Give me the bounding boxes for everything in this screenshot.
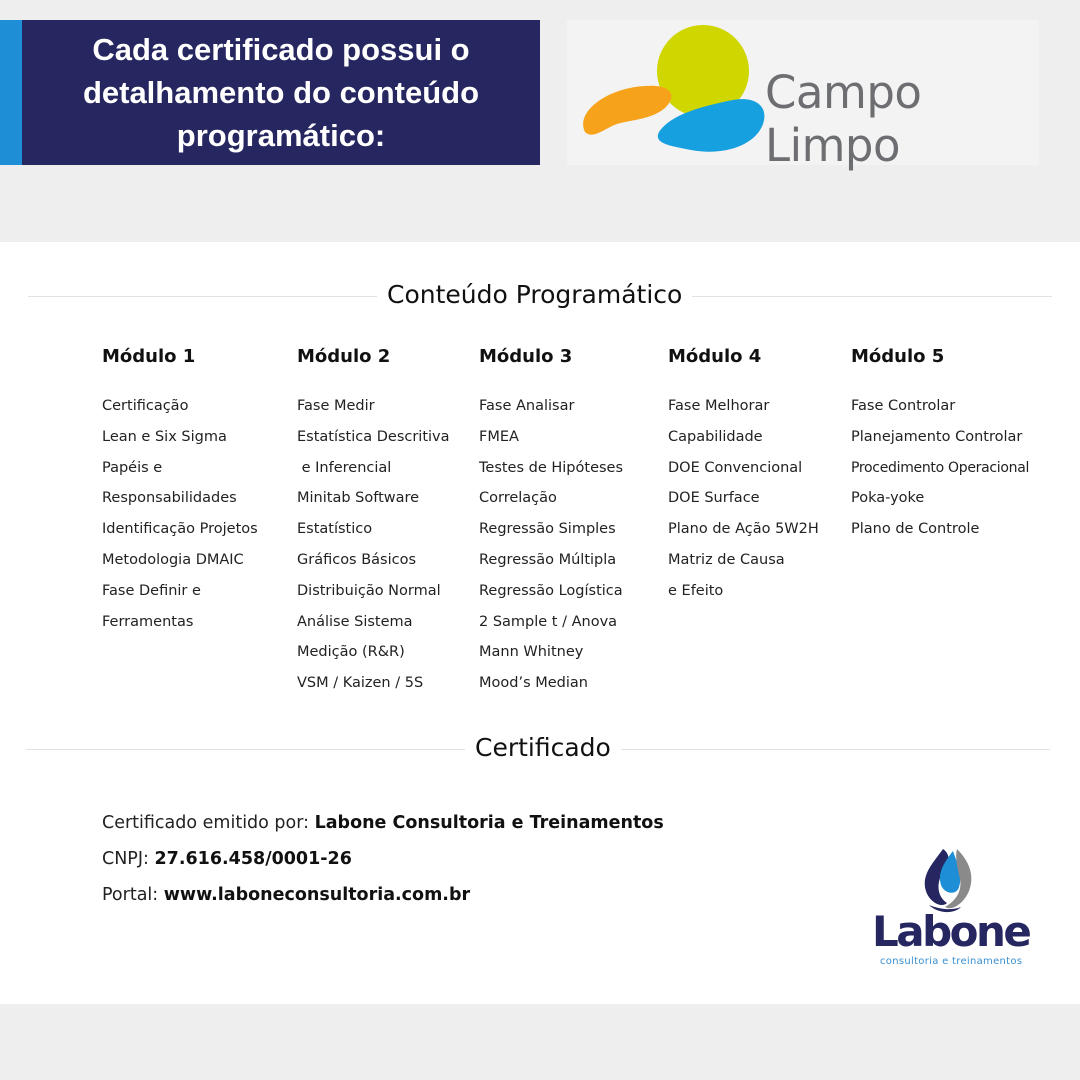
list-item: Poka-yoke bbox=[851, 490, 925, 507]
list-item: Minitab Software bbox=[297, 490, 420, 507]
header-title-line-1: Cada certificado possui o bbox=[92, 32, 470, 67]
list-item: Plano de Ação 5W2H bbox=[668, 521, 819, 538]
list-item: Mood’s Median bbox=[479, 675, 588, 692]
list-item: DOE Surface bbox=[668, 490, 760, 507]
section-title-conteudo: Conteúdo Programático bbox=[377, 280, 692, 309]
module-title: Módulo 5 bbox=[851, 346, 945, 367]
list-item: Certificação bbox=[102, 398, 189, 414]
campo-limpo-logo bbox=[567, 20, 1039, 172]
list-item: Papéis e bbox=[102, 459, 163, 476]
module-5 bbox=[851, 346, 1029, 550]
list-item: Análise Sistema bbox=[297, 613, 413, 630]
list-item: Matriz de Causa bbox=[668, 551, 785, 568]
campo-limpo-logo-icon bbox=[567, 20, 767, 165]
list-item: Metodologia DMAIC bbox=[102, 551, 244, 568]
cnpj-value: 27.616.458/0001-26 bbox=[154, 849, 352, 869]
list-item: Lean e Six Sigma bbox=[102, 428, 227, 445]
labone-tagline: consultoria e treinamentos bbox=[880, 956, 1023, 967]
module-1 bbox=[102, 346, 258, 642]
module-4 bbox=[668, 346, 819, 612]
header-title bbox=[46, 28, 516, 157]
list-item: Ferramentas bbox=[102, 613, 194, 630]
accent-bar bbox=[0, 20, 22, 165]
module-3 bbox=[479, 346, 623, 704]
certificate-cnpj bbox=[102, 849, 352, 869]
header-title-line-2: detalhamento do conteúdo bbox=[82, 75, 480, 110]
list-item: e Inferencial bbox=[297, 459, 392, 476]
list-item: DOE Convencional bbox=[668, 459, 803, 476]
list-item: Procedimento Operacional bbox=[851, 459, 1030, 476]
list-item: Gráficos Básicos bbox=[297, 551, 417, 568]
certificate-portal bbox=[102, 885, 470, 905]
list-item: Fase Medir bbox=[297, 398, 375, 414]
module-title: Módulo 3 bbox=[479, 346, 573, 367]
list-item: e Efeito bbox=[668, 582, 724, 599]
list-item: Capabilidade bbox=[668, 428, 763, 445]
certificate-issuer bbox=[102, 813, 664, 833]
list-item: Fase Analisar bbox=[479, 398, 575, 414]
list-item: 2 Sample t / Anova bbox=[479, 613, 618, 630]
labone-wordmark: Labone bbox=[872, 907, 1030, 956]
module-2 bbox=[297, 346, 450, 704]
header-banner bbox=[22, 20, 540, 165]
list-item: Fase Controlar bbox=[851, 398, 956, 414]
section-title-certificado: Certificado bbox=[465, 733, 621, 762]
portal-label: Portal: bbox=[102, 885, 164, 905]
list-item: Identificação Projetos bbox=[102, 521, 258, 538]
module-title: Módulo 1 bbox=[102, 346, 196, 367]
list-item: Planejamento Controlar bbox=[851, 428, 1023, 445]
list-item: Regressão Simples bbox=[479, 521, 616, 538]
list-item: Correlação bbox=[479, 490, 557, 507]
portal-value: www.laboneconsultoria.com.br bbox=[163, 885, 471, 905]
issuer-label: Certificado emitido por: bbox=[102, 813, 315, 833]
list-item: Fase Melhorar bbox=[668, 398, 770, 414]
list-item: FMEA bbox=[479, 428, 519, 445]
header-title-line-3: programático: bbox=[176, 118, 386, 153]
list-item: Plano de Controle bbox=[851, 521, 980, 538]
labone-drop-icon bbox=[917, 847, 973, 915]
list-item: Regressão Logística bbox=[479, 582, 623, 599]
cnpj-label: CNPJ: bbox=[102, 849, 155, 869]
list-item: Estatística Descritiva bbox=[297, 428, 450, 445]
list-item: Estatístico bbox=[297, 521, 373, 538]
list-item: Testes de Hipóteses bbox=[479, 459, 624, 476]
module-title: Módulo 4 bbox=[668, 346, 762, 367]
module-title: Módulo 2 bbox=[297, 346, 391, 367]
list-item: VSM / Kaizen / 5S bbox=[297, 675, 424, 692]
list-item: Medição (R&R) bbox=[297, 644, 405, 661]
campo-limpo-wordmark: Campo Limpo bbox=[765, 66, 922, 172]
list-item: Fase Definir e bbox=[102, 582, 201, 599]
list-item: Mann Whitney bbox=[479, 644, 584, 661]
list-item: Responsabilidades bbox=[102, 490, 237, 507]
issuer-value: Labone Consultoria e Treinamentos bbox=[314, 813, 664, 833]
list-item: Distribuição Normal bbox=[297, 582, 441, 599]
list-item: Regressão Múltipla bbox=[479, 551, 617, 568]
